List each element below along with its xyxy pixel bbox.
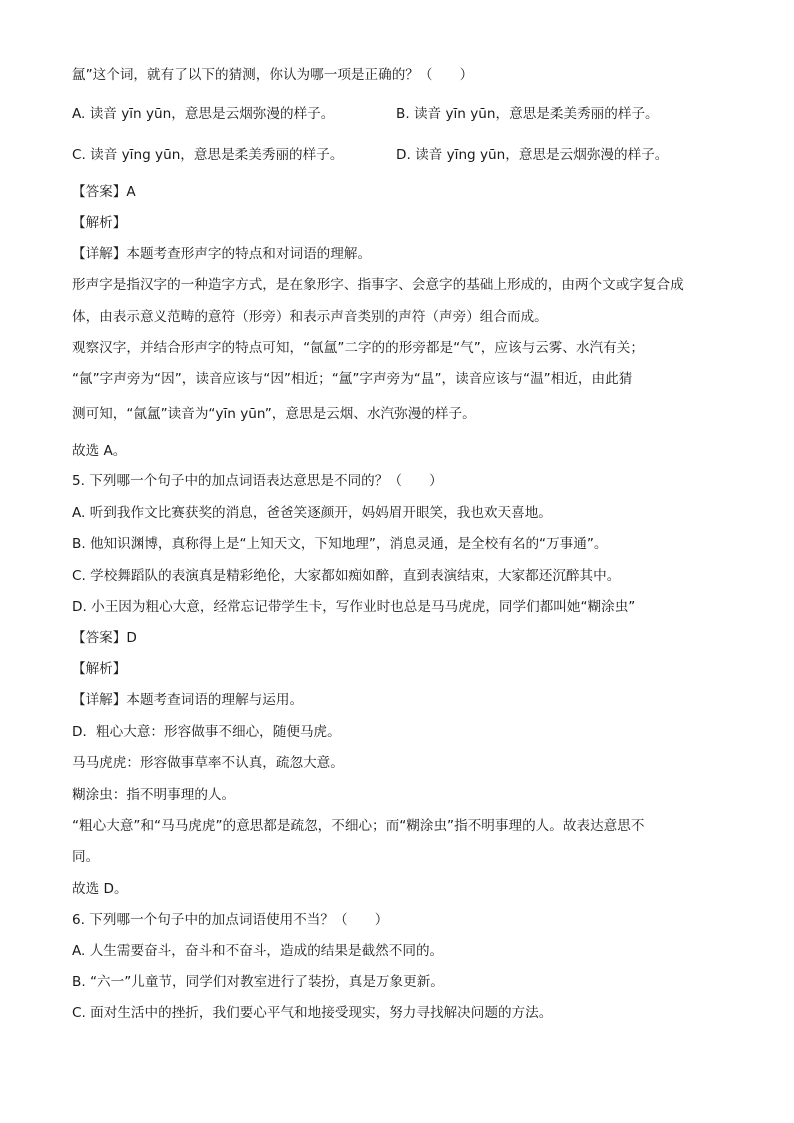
question-4-option-b: B. 读音 yīn yūn，意思是柔美秀丽的样子。 (396, 106, 659, 122)
question-5-detail-line: 马马虎虎：形容做事草率不认真，疏忽大意。 (72, 755, 344, 771)
question-5-analysis-heading: 【解析】 (72, 661, 127, 677)
question-4-detail-line: 观察汉字，并结合形声字的特点可知，“氤氲”二字的的形旁都是“气”，应该与云雾、水汽有关； (72, 340, 644, 356)
question-5-option-d: D. 小王因为粗心大意，经常忘记带学生卡，写作业时也总是马马虎虎，同学们都叫她“糊涂虫” (72, 599, 636, 615)
question-4-analysis-heading: 【解析】 (72, 215, 127, 231)
question-4-option-a: A. 读音 yīn yūn，意思是云烟弥漫的样子。 (72, 106, 335, 122)
question-4-detail-line: 【详解】本题考查形声字的特点和对词语的理解。 (72, 246, 372, 262)
question-4-stem-continuation: 氲”这个词，就有了以下的猜测，你认为哪一项是正确的？（ ） (72, 67, 474, 83)
question-4-detail-line: 形声字是指汉字的一种造字方式，是在象形字、指事字、会意字的基础上形成的，由两个文或字复合成 (72, 277, 684, 293)
question-5-detail-line: 【详解】本题考查词语的理解与运用。 (72, 692, 304, 708)
question-5-detail-line: “粗心大意”和“马马虎虎”的意思都是疏忽，不细心；而“糊涂虫”指不明事理的人。故表达意思不 (72, 818, 645, 834)
question-5-option-a: A. 听到我作文比赛获奖的消息，爸爸笑逐颜开，妈妈眉开眼笑，我也欢天喜地。 (72, 505, 552, 521)
question-5-stem: 5. 下列哪一个句子中的加点词语表达意思是不同的？（ ） (72, 473, 443, 489)
question-4-detail-line: 测可知，“氤氲”读音为“yīn yūn”，意思是云烟、水汽弥漫的样子。 (72, 406, 476, 422)
question-5-detail-line: D．粗心大意：形容做事不细心，随便马虎。 (72, 724, 341, 740)
question-4-conclusion: 故选 A。 (72, 443, 127, 459)
question-5-conclusion: 故选 D。 (72, 881, 128, 897)
question-5-detail-line: 同。 (72, 849, 100, 865)
question-5-option-c: C. 学校舞蹈队的表演真是精彩绝伦，大家都如痴如醉，直到表演结束，大家都还沉醉其中。 (72, 568, 621, 584)
question-6-option-c: C. 面对生活中的挫折，我们要心平气和地接受现实，努力寻找解决问题的方法。 (72, 1005, 553, 1021)
question-5-answer: 【答案】D (72, 630, 137, 646)
question-6-option-a: A. 人生需要奋斗，奋斗和不奋斗，造成的结果是截然不同的。 (72, 943, 444, 959)
question-6-stem: 6. 下列哪一个句子中的加点词语使用不当？（ ） (72, 912, 389, 928)
question-5-detail-line: 糊涂虫：指不明事理的人。 (72, 787, 236, 803)
question-4-answer: 【答案】A (72, 184, 136, 200)
question-4-option-c: C. 读音 yīng yūn，意思是柔美秀丽的样子。 (72, 147, 344, 163)
question-4-detail-line: 体，由表示意义范畴的意符（形旁）和表示声音类别的声符（声旁）组合而成。 (72, 309, 548, 325)
question-5-option-b: B. 他知识渊博，真称得上是“上知天文，下知地理”，消息灵通，是全校有名的“万事通”。 (72, 536, 608, 552)
question-6-option-b: B. “六一”儿童节，同学们对教室进行了装扮，真是万象更新。 (72, 974, 444, 990)
question-4-detail-line: “氤”字声旁为“因”，读音应该与“因”相近；“氲”字声旁为“昷”，读音应该与“温”相近，由此猜 (72, 371, 633, 387)
question-4-option-d: D. 读音 yīng yūn，意思是云烟弥漫的样子。 (396, 147, 669, 163)
